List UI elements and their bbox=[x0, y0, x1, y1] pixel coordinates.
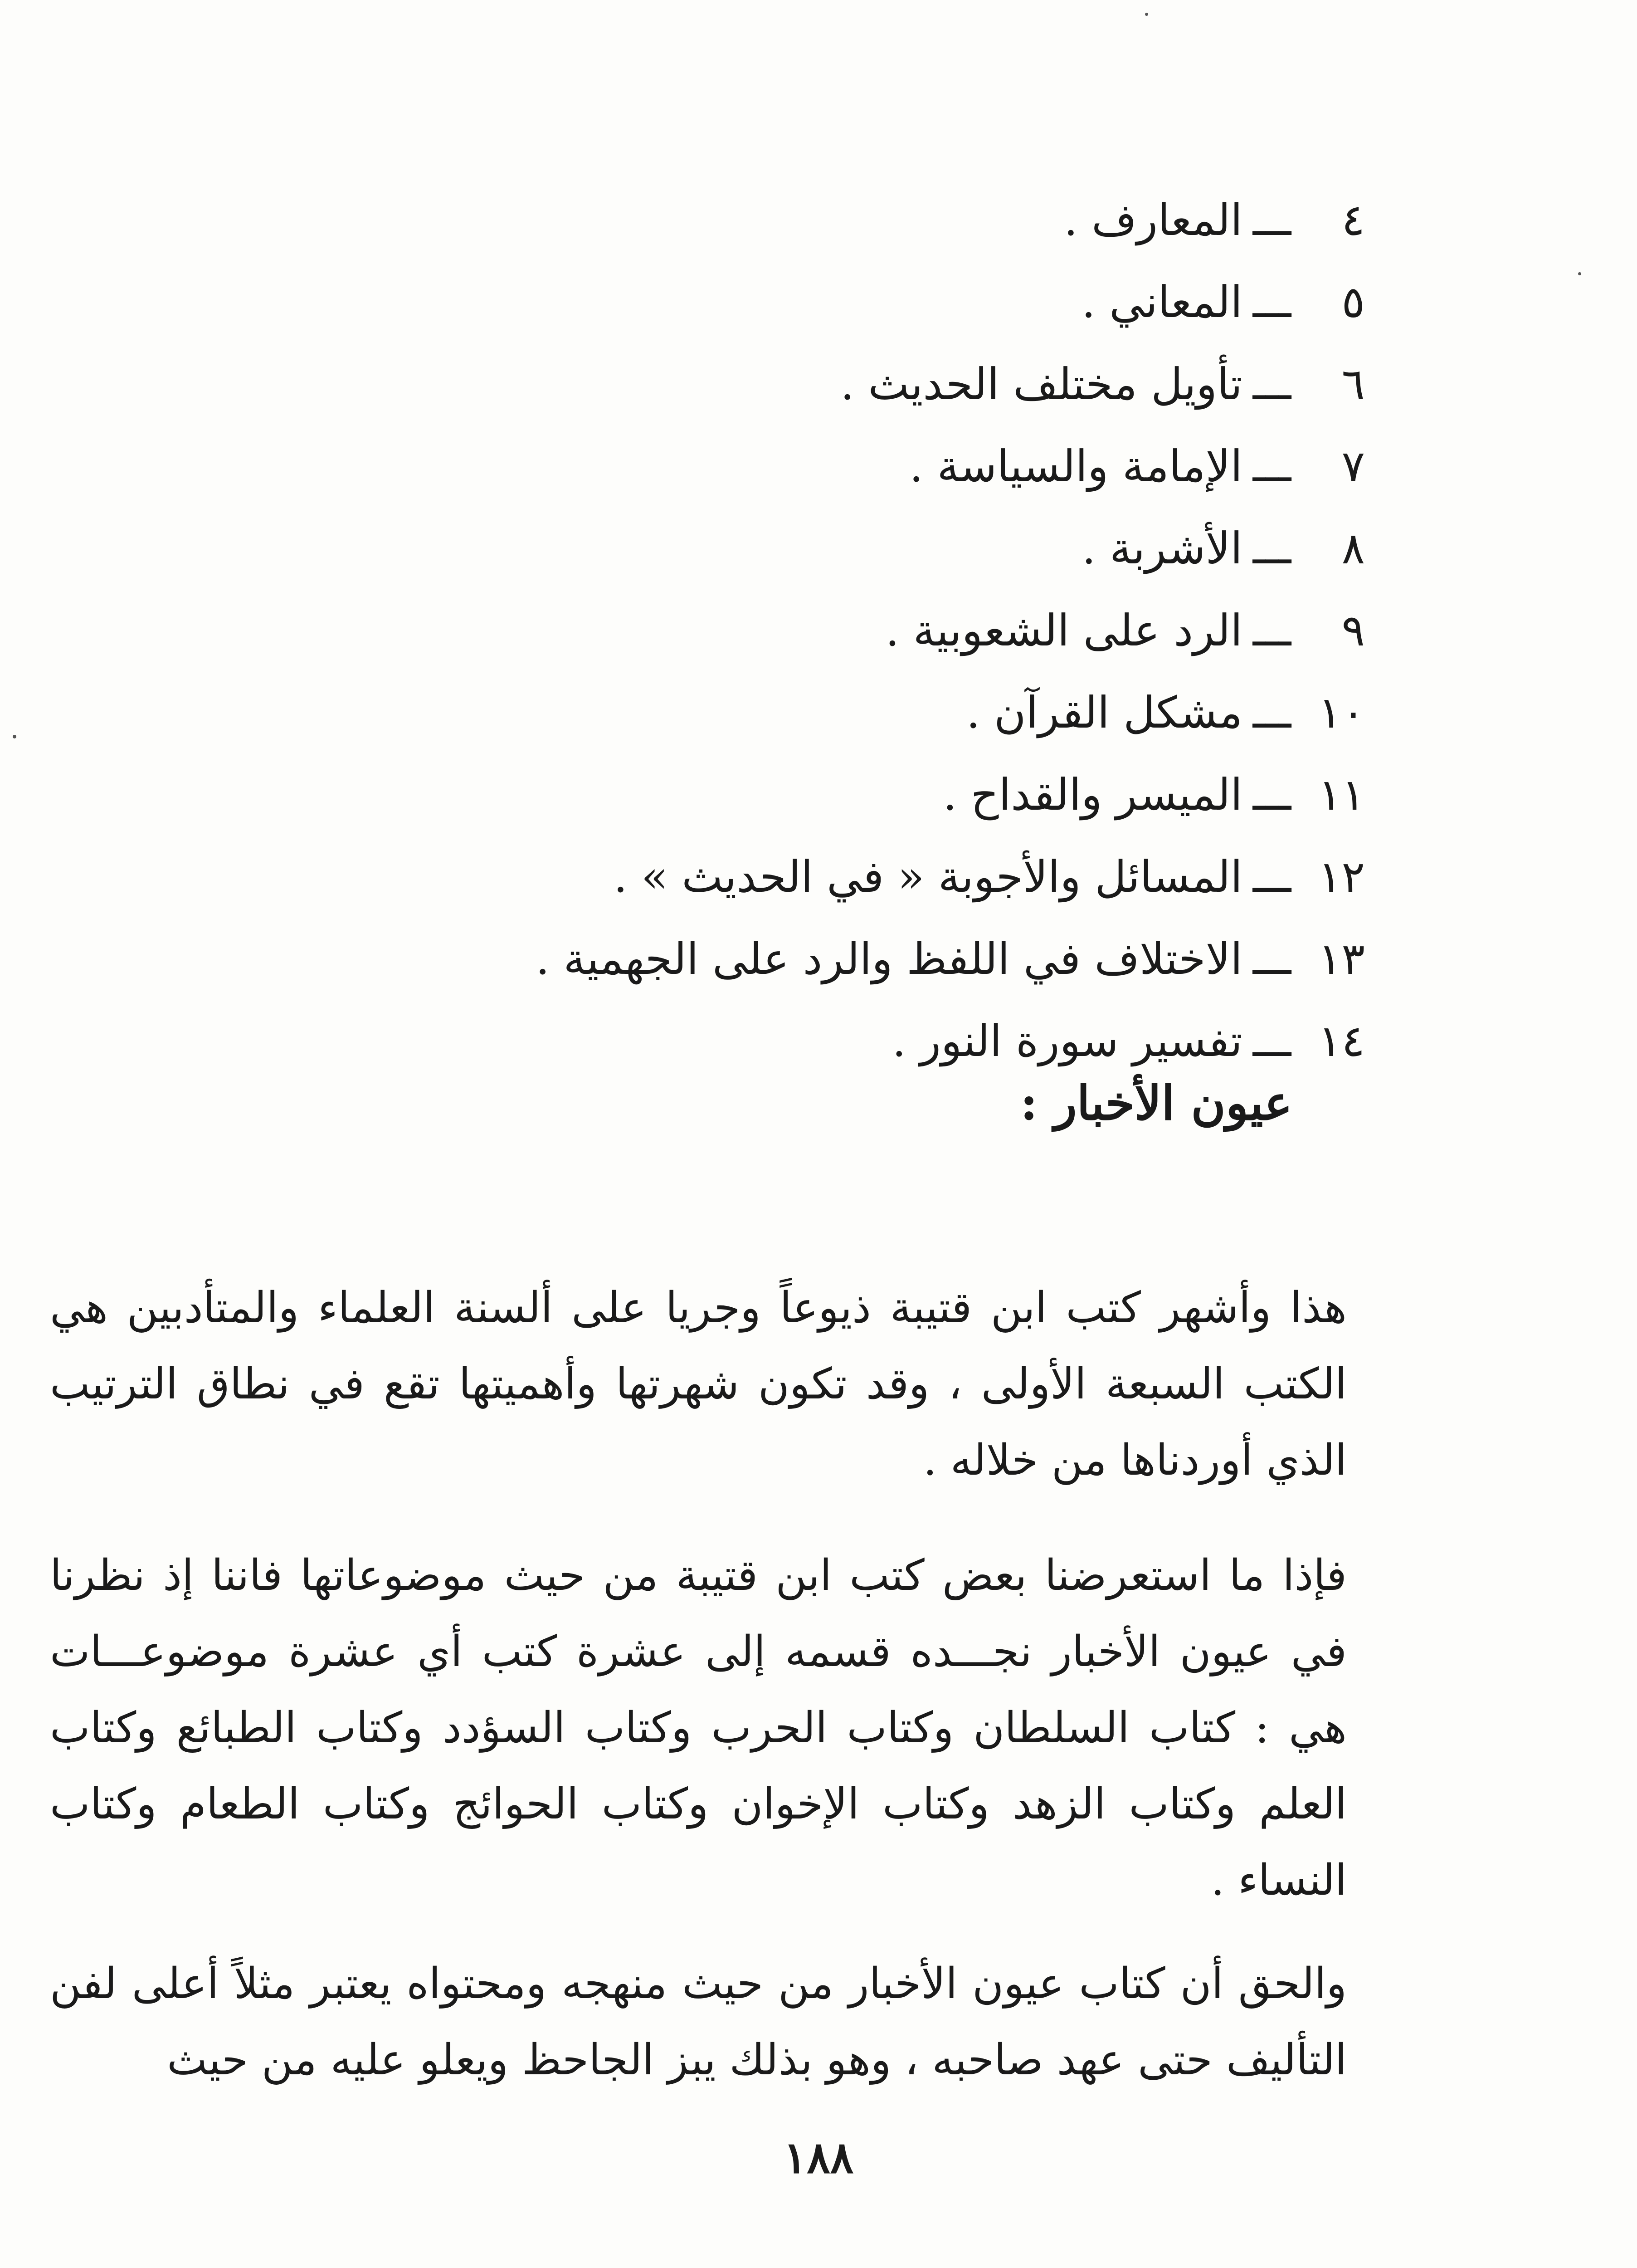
item-dash: ـــ bbox=[1252, 195, 1291, 245]
item-number: ٧ bbox=[1341, 441, 1365, 492]
list-item bbox=[277, 754, 1365, 836]
list-item bbox=[277, 590, 1365, 672]
paragraph: فإذا ما استعرضنا بعض كتب ابن قتيبة من حيث موضوعاتها فاننا إذ نظرنا في عيون الأخبار نجـــده قسمه إلى عشرة كتب أي عشرة موضوعـــات هي : كتاب السلطان وكتاب الحرب وكتاب السؤدد وكتاب الطبائع وكتاب العلم وكتاب الزهد وكتاب الإخوان وكتاب الحوائج وكتاب الطعام وكتاب النساء . bbox=[50, 1551, 1347, 1905]
item-title: المعاني . bbox=[1082, 277, 1242, 327]
list-item bbox=[277, 425, 1365, 508]
list-item bbox=[277, 836, 1365, 918]
item-number: ١٢ bbox=[1318, 851, 1365, 902]
list-item bbox=[277, 261, 1365, 343]
list-item bbox=[277, 1000, 1365, 1082]
item-number: ١٣ bbox=[1318, 934, 1365, 984]
item-dash: ـــ bbox=[1252, 441, 1291, 492]
item-dash: ـــ bbox=[1252, 523, 1291, 574]
paper-speck bbox=[1145, 13, 1148, 16]
item-dash: ـــ bbox=[1252, 359, 1291, 410]
list-item bbox=[277, 672, 1365, 754]
list-item bbox=[277, 343, 1365, 425]
paper-speck bbox=[1578, 272, 1581, 275]
item-dash: ـــ bbox=[1252, 769, 1291, 820]
page-number: ١٨٨ bbox=[783, 2132, 854, 2183]
item-title: المعارف . bbox=[1064, 195, 1242, 245]
item-dash: ـــ bbox=[1252, 277, 1291, 327]
item-title: الرد على الشعوبية . bbox=[885, 605, 1242, 656]
item-title: المسائل والأجوبة « في الحديث » . bbox=[614, 851, 1242, 902]
item-number: ١١ bbox=[1318, 769, 1365, 820]
paragraph: والحق أن كتاب عيون الأخبار من حيث منهجه ومحتواه يعتبر مثلاً أعلى لفن التأليف حتى عهد صاحبه ، وهو بذلك يبز الجاحظ ويعلو عليه من حيث bbox=[50, 1959, 1347, 2085]
list-item bbox=[277, 179, 1365, 261]
item-number: ١٠ bbox=[1318, 687, 1365, 738]
works-list bbox=[277, 179, 1365, 1082]
item-title: تأويل مختلف الحديث . bbox=[840, 359, 1242, 410]
list-item bbox=[277, 918, 1365, 1000]
item-dash: ـــ bbox=[1252, 851, 1291, 902]
item-dash: ـــ bbox=[1252, 934, 1291, 984]
item-number: ٥ bbox=[1341, 277, 1365, 327]
item-number: ٦ bbox=[1341, 359, 1365, 410]
item-number: ١٤ bbox=[1318, 1016, 1365, 1066]
item-title: مشكل القرآن . bbox=[966, 687, 1242, 738]
item-title: الأشربة . bbox=[1082, 523, 1242, 574]
list-item bbox=[277, 508, 1365, 590]
item-dash: ـــ bbox=[1252, 687, 1291, 738]
item-dash: ـــ bbox=[1252, 605, 1291, 656]
item-title: الميسر والقداح . bbox=[943, 769, 1242, 820]
item-number: ٨ bbox=[1341, 523, 1365, 574]
item-title: الإمامة والسياسة . bbox=[909, 441, 1242, 492]
item-number: ٩ bbox=[1341, 605, 1365, 656]
paper-speck bbox=[13, 735, 16, 738]
section-heading: عيون الأخبار : bbox=[1020, 1075, 1292, 1131]
item-dash: ـــ bbox=[1252, 1016, 1291, 1066]
item-title: الاختلاف في اللفظ والرد على الجهمية . bbox=[536, 934, 1242, 984]
paragraph: هذا وأشهر كتب ابن قتيبة ذيوعاً وجريا على ألسنة العلماء والمتأدبين هي الكتب السبعة الأولى ، وقد تكون شهرتها وأهميتها تقع في نطاق الترتيب الذي أوردناها من خلاله . bbox=[50, 1283, 1347, 1485]
item-title: تفسير سورة النور . bbox=[892, 1016, 1242, 1066]
item-number: ٤ bbox=[1341, 195, 1365, 245]
